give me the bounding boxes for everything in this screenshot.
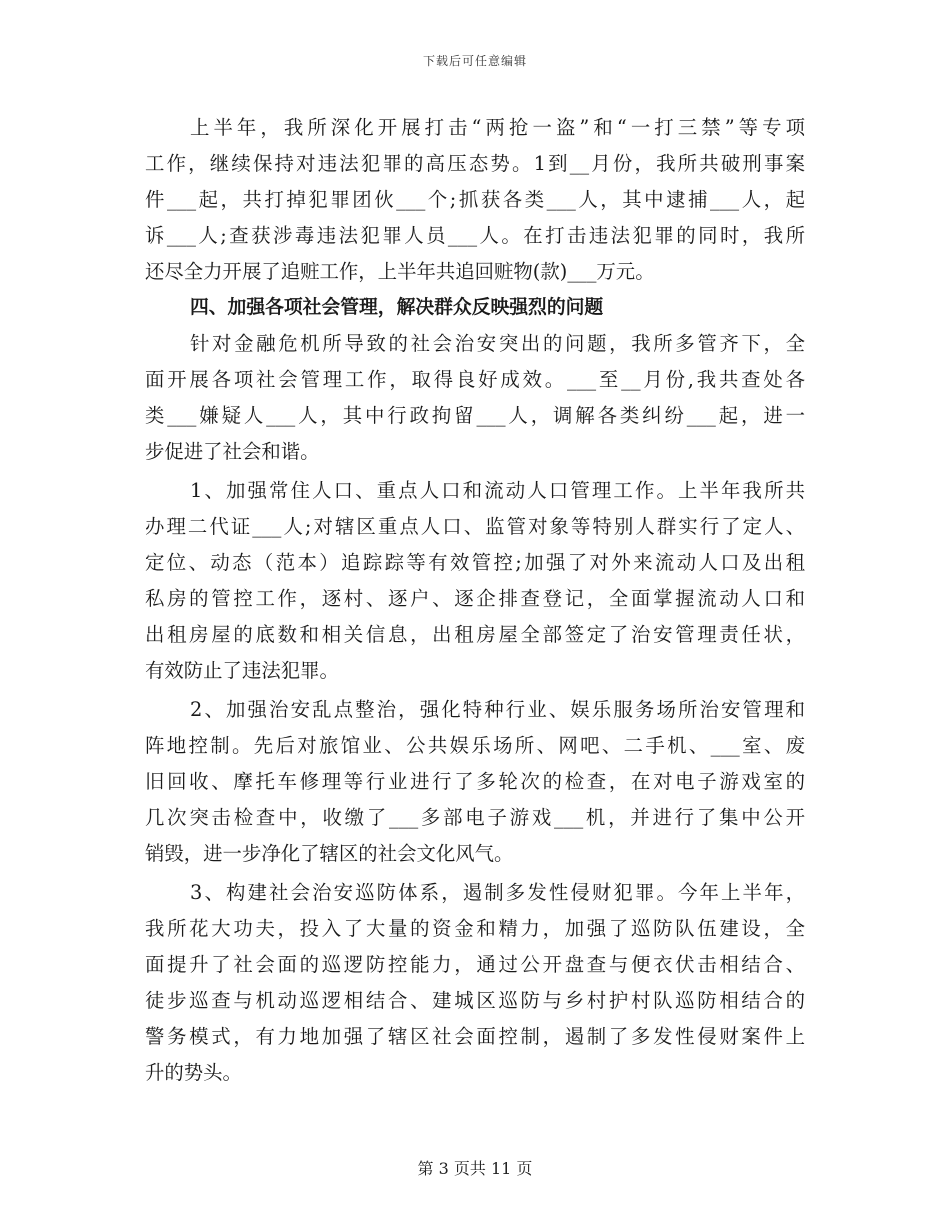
document-body (145, 110, 805, 1091)
text-line: 有效防止了违法犯罪。 (145, 659, 339, 682)
paragraph (145, 875, 805, 1091)
text-line: 诉___人;查获涉毒违法犯罪人员___人。在打击违法犯罪的同时，我所 (145, 224, 805, 247)
text-line: 件___起，共打掉犯罪团伙___个;抓获各类___人，其中逮捕___人，起 (145, 188, 805, 211)
section-heading (145, 290, 805, 326)
text-line: 1、加强常住人口、重点人口和流动人口管理工作。上半年我所共 (190, 479, 805, 502)
paragraph (145, 110, 805, 290)
text-line: 销毁，进一步净化了辖区的社会文化风气。 (145, 842, 514, 865)
text-line: 办理二代证___人;对辖区重点人口、监管对象等特别人群实行了定人、 (145, 515, 805, 538)
page-number: 第 3 页共 11 页 (417, 1159, 533, 1178)
text-line: 警务模式，有力地加强了辖区社会面控制，遏制了多发性侵财案件上 (145, 1025, 805, 1048)
text-line: 上半年，我所深化开展打击“两抢一盗”和“一打三禁”等专项 (190, 116, 805, 139)
page-header: 下载后可任意编辑 (422, 54, 527, 68)
text-line: 旧回收、摩托车修理等行业进行了多轮次的检查，在对电子游戏室的 (145, 770, 805, 793)
text-line: 2、加强治安乱点整治，强化特种行业、娱乐服务场所治安管理和 (190, 698, 805, 721)
text-line: 出租房屋的底数和相关信息，出租房屋全部签定了治安管理责任状， (145, 623, 805, 646)
text-line: 针对金融危机所导致的社会治安突出的问题，我所多管齐下，全 (190, 332, 805, 355)
text-line: 工作，继续保持对违法犯罪的高压态势。1到__月份，我所共破刑事案 (145, 152, 805, 175)
text-line: 升的势头。 (145, 1061, 242, 1084)
text-line: 几次突击检查中，收缴了___多部电子游戏___机，并进行了集中公开 (145, 806, 805, 829)
text-line: 面开展各项社会管理工作，取得良好成效。___至__月份,我共查处各 (145, 368, 805, 391)
paragraph (145, 692, 805, 872)
text-line: 3、构建社会治安巡防体系，遏制多发性侵财犯罪。今年上半年， (190, 881, 805, 904)
paragraph (145, 326, 805, 470)
text-line: 还尽全力开展了追赃工作，上半年共追回赃物(款)___万元。 (145, 260, 655, 283)
text-line: 我所花大功夫，投入了大量的资金和精力，加强了巡防队伍建设，全 (145, 917, 805, 940)
heading-line: 四、加强各项社会管理，解决群众反映强烈的问题 (190, 297, 604, 318)
text-line: 定位、动态（范本）追踪踪等有效管控;加强了对外来流动人口及出租 (145, 551, 805, 574)
text-line: 阵地控制。先后对旅馆业、公共娱乐场所、网吧、二手机、___室、废 (145, 734, 805, 757)
text-line: 徒步巡查与机动巡逻相结合、建城区巡防与乡村护村队巡防相结合的 (145, 989, 805, 1012)
text-line: 步促进了社会和谐。 (145, 440, 320, 463)
paragraph (145, 473, 805, 689)
text-line: 面提升了社会面的巡逻防控能力，通过公开盘查与便衣伏击相结合、 (145, 953, 805, 976)
text-line: 类___嫌疑人___人，其中行政拘留___人，调解各类纠纷___起，进一 (145, 404, 805, 427)
text-line: 私房的管控工作，逐村、逐户、逐企排查登记，全面掌握流动人口和 (145, 587, 805, 610)
